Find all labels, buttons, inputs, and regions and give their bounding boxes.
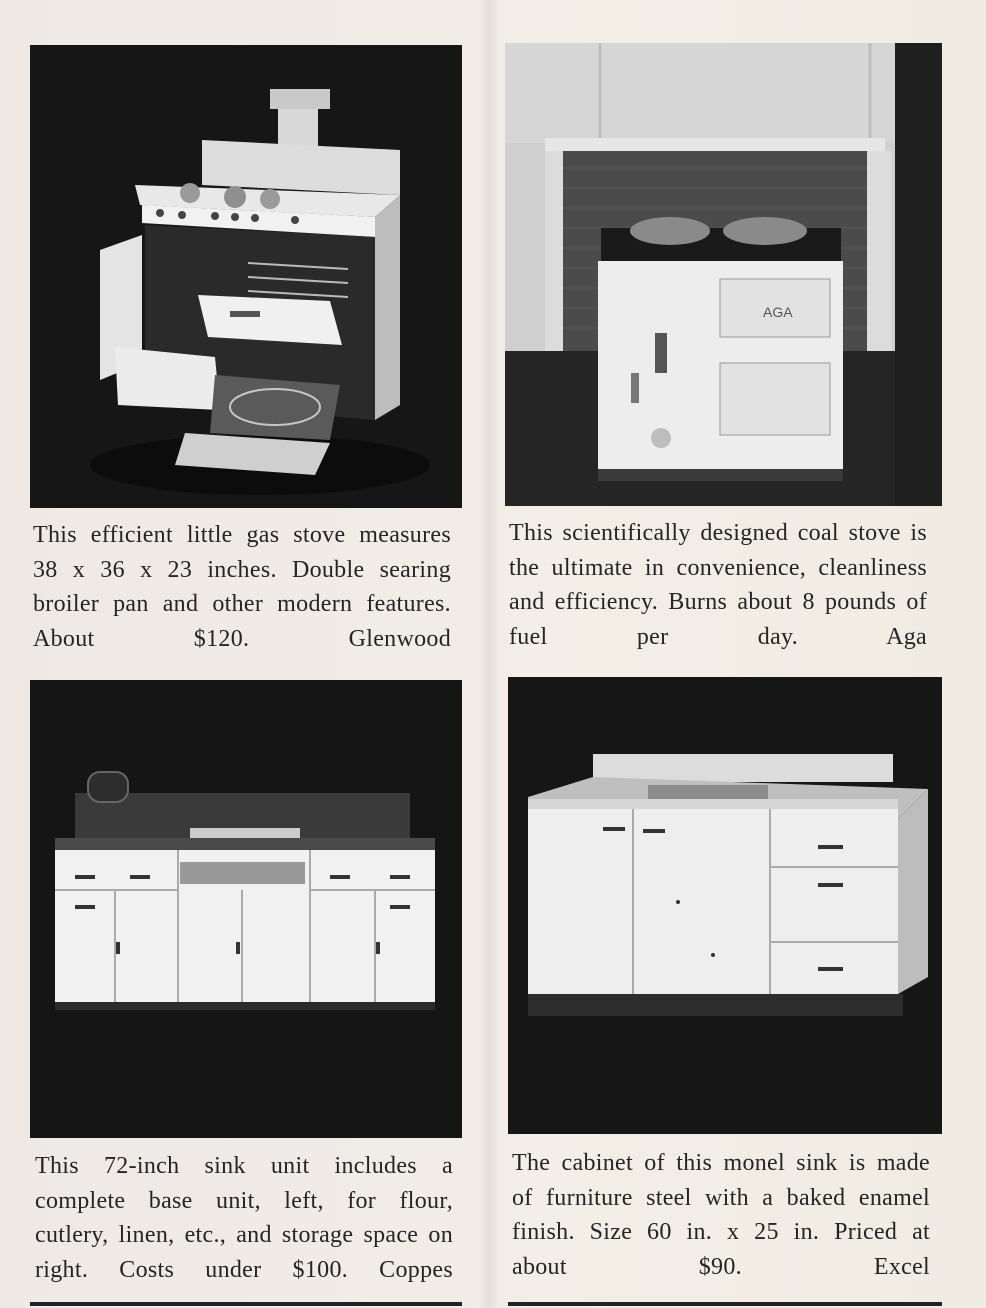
coal-stove-caption: This scientifically designed coal stove is the ultimate in convenience, cleanliness and efficiency. Burns about 8 pounds of fuel per day. Aga	[509, 520, 927, 650]
page-gutter	[478, 0, 500, 1308]
bottom-rule-right	[508, 1302, 942, 1306]
sink-unit-caption: This 72-inch sink unit includes a complete base unit, left, for flour, cutlery, linen, etc., and storage space on right. Costs under $100. Coppes	[35, 1153, 453, 1283]
aga-badge: AGA	[763, 304, 793, 320]
bottom-rule-left	[30, 1302, 462, 1306]
monel-sink-photo	[508, 677, 942, 1134]
coal-stove-photo	[505, 43, 942, 506]
gas-stove-photo	[30, 45, 462, 508]
gas-stove-caption: This efficient little gas stove measures 38 x 36 x 23 inches. Double searing broiler pan and other modern features. About $120. Glenwood	[33, 522, 451, 652]
sink-unit-photo	[30, 680, 462, 1138]
monel-sink-caption: The cabinet of this monel sink is made of furniture steel with a baked enamel finish. Size 60 in. x 25 in. Priced at about $90. Excel	[512, 1150, 930, 1280]
